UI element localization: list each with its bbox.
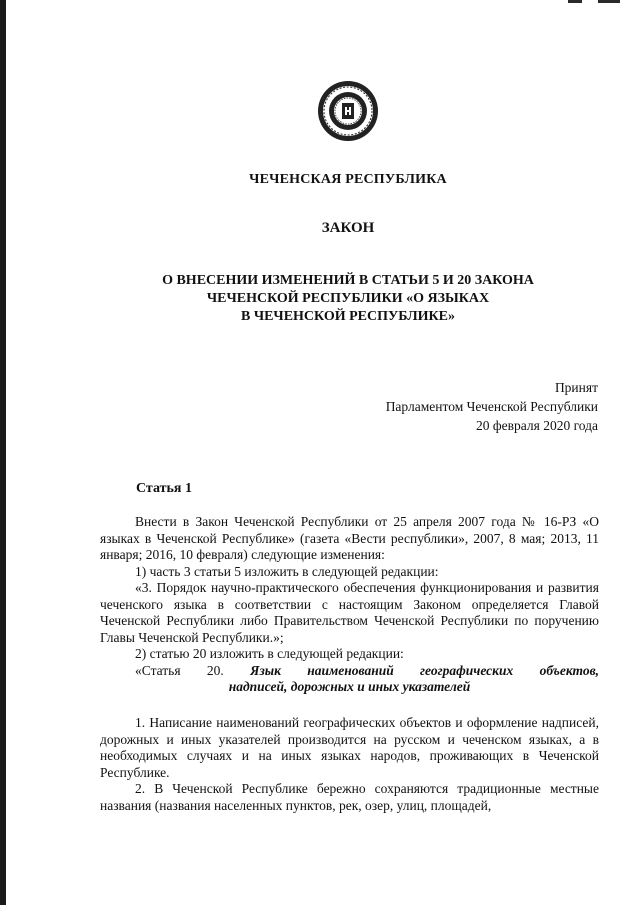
scan-left-edge	[0, 0, 6, 905]
paragraph: 1) часть 3 статьи 5 изложить в следующей редакции:	[135, 563, 439, 579]
paragraph: «3. Порядок научно-практического обеспечения функционирования и развития чеченского языка в соответствии с настоящим Законом определяется Главой Чеченской Республики либо Правительством Чеченской Республики по поручению Главы Чеченской Республики.»;	[100, 580, 599, 645]
law-title-line: ЧЕЧЕНСКОЙ РЕСПУБЛИКИ «О ЯЗЫКАХ	[206, 291, 490, 306]
law-title	[0, 272, 640, 326]
article-heading: Статья 1	[136, 481, 192, 496]
article-20-title-cont: надписей, дорожных и иных указателей	[228, 679, 471, 694]
adopted-by: Парламентом Чеченской Республики	[385, 399, 598, 414]
adopted-date: 20 февраля 2020 года	[476, 418, 598, 433]
paragraph: 2. В Чеченской Республике бережно сохраняются традиционные местные названия (названия населенных пунктов, рек, озер, улиц, площадей,	[100, 781, 599, 813]
article-20-body	[100, 715, 599, 814]
republic-name: ЧЕЧЕНСКАЯ РЕСПУБЛИКА	[249, 172, 447, 187]
coat-of-arms-emblem-icon	[317, 80, 379, 142]
article-20-prefix: «Статья 20.	[135, 662, 224, 678]
article-20-title: Язык наименований географических объектов,	[250, 662, 599, 678]
paragraph: Внести в Закон Чеченской Республики от 25 апреля 2007 года № 16-РЗ «О языках в Чеченской Республике» (газета «Вести республики», 2007, 8 мая; 2013, 11 января; 2016, 10 февраля) следующие изменения:	[100, 514, 599, 562]
article-20-heading	[100, 663, 599, 696]
article-body	[100, 514, 599, 696]
law-title-line: О ВНЕСЕНИИ ИЗМЕНЕНИЙ В СТАТЬИ 5 И 20 ЗАКОНА	[162, 273, 534, 288]
adopted-label: Принят	[554, 380, 598, 395]
paragraph: 2) статью 20 изложить в следующей редакции:	[135, 646, 404, 661]
document-type: ЗАКОН	[321, 220, 375, 236]
law-title-line: В ЧЕЧЕНСКОЙ РЕСПУБЛИКЕ»	[240, 309, 456, 324]
scan-top-mark	[598, 0, 620, 3]
scan-top-mark	[568, 0, 582, 3]
paragraph: 1. Написание наименований географических объектов и оформление надписей, дорожных и иных указателей производится на русском и чеченском языках, а в необходимых случаях и на иных языках народов, проживающих в Чеченской Республике.	[100, 715, 599, 780]
adoption-block	[386, 378, 598, 435]
